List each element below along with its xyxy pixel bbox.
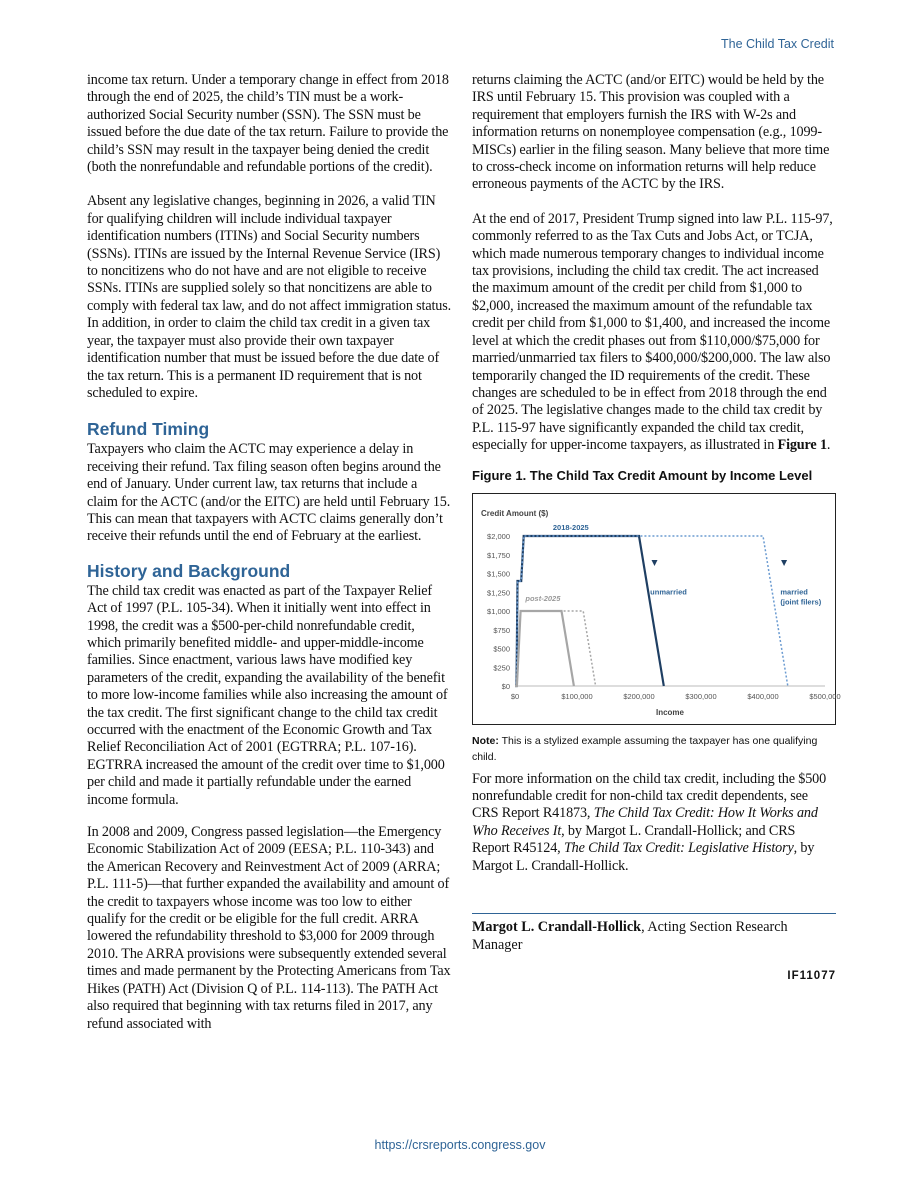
y-tick-label: $1,750 xyxy=(487,550,510,560)
left-column xyxy=(87,72,451,1050)
note-text: This is a stylized example assuming the taxpayer has one qualifying child. xyxy=(472,734,818,763)
x-tick-label: $300,000 xyxy=(685,691,717,701)
annotation-2018-2025: 2018-2025 xyxy=(552,522,589,532)
x-tick-label: $500,000 xyxy=(809,691,841,701)
author-line xyxy=(472,918,836,954)
y-tick-label: $1,000 xyxy=(487,606,510,616)
paragraph-text: . xyxy=(826,437,831,454)
paragraph-text: , by Margot L. Crandall-Hollick; and CRS Report R45124, xyxy=(472,822,796,857)
right-column xyxy=(472,72,841,982)
paragraph: In 2008 and 2009, Congress passed legislation—the Emergency Economic Stabilization Act of 2009 (EESA; P.L. 110-343) and the American Recovery and Reinvestment Act of 2009 (ARRA; P.L. 111-5)—that further expanded the availability and amount of the credit to taxpayers whose income was too low to either qualify for the credit or be eligible for the full credit. ARRA lowered the refundability threshold to $3,000 for 2009 through 2010. The ARRA provisions were subsequently extended several times and made permanent by the Protecting Americans from Tax Hikes (PATH) Act (Division Q of P.L. 114-113). The PATH Act also required that beginning with tax returns filed in 2017, any refund associated with xyxy=(87,824,451,1032)
y-tick-label: $2,000 xyxy=(487,531,510,541)
paragraph-text: , by Margot L. Crandall-Hollick. xyxy=(472,840,815,874)
y-tick-label: $500 xyxy=(493,644,510,654)
annotation-joint-filers: (joint filers) xyxy=(780,596,822,606)
y-tick-label: $750 xyxy=(493,625,510,635)
married-pointer-icon xyxy=(781,560,787,566)
note-label: Note: xyxy=(472,734,499,747)
report-title: The Child Tax Credit: Legislative History xyxy=(563,840,794,857)
paragraph: returns claiming the ACTC (and/or EITC) would be held by the IRS until February 15. This provision was coupled with a requirement that employers furnish the IRS with W-2s and information returns on nonemployee compensation (e.g., 1099-MISCs) earlier in the filing season. Many believe that more time to cross-check income on information returns will help reduce erroneous payments of the ACTC by the IRS. xyxy=(472,72,830,193)
x-tick-label: $200,000 xyxy=(623,691,655,701)
author-title: , Acting Section Research Manager xyxy=(472,918,788,953)
running-header: The Child Tax Credit xyxy=(720,37,834,51)
figure-title: Figure 1. The Child Tax Credit Amount by Income Level xyxy=(472,467,813,483)
paragraph: Taxpayers who claim the ACTC may experience a delay in receiving their refund. Tax filing season often begins around the end of January. Under current law, tax returns that include a claim for the ACTC (and/or the EITC) are held until February 15. This can mean that taxpayers with ACTC claims generally don’t receive their refunds until the end of February at the earliest. xyxy=(87,441,451,545)
section-heading-history: History and Background xyxy=(87,560,291,581)
footer-link[interactable]: https://crsreports.congress.gov xyxy=(374,1138,546,1152)
credit-chart-svg xyxy=(473,494,841,724)
report-title: The Child Tax Credit: How It Works and Who Receives It xyxy=(472,805,818,839)
figure-note xyxy=(472,733,836,765)
paragraph-text: At the end of 2017, President Trump signed into law P.L. 115-97, commonly referred to as the Tax Cuts and Jobs Act, or TCJA, which made numerous temporary changes to individual income tax provisions, including the child tax credit. The act increased the maximum amount of the credit per child from $1,000 to $2,000, increased the maximum amount of the refundable tax credit per child from $1,000 to $1,400, and increased the income level at which the credit phases out from $110,000/$75,000 for married/unmarried tax filers to $400,000/$200,000. The law also temporarily changed the ID requirements of the credit. These changes are scheduled to be in effect from 2018 through the end of 2025. The legislative changes made to the child tax credit by P.L. 115-97 have significantly expanded the child tax credit, especially for upper-income taxpayers, as illustrated in xyxy=(472,210,833,454)
x-tick-label: $0 xyxy=(510,691,520,701)
paragraph xyxy=(472,771,836,875)
annotation-post-2025: post-2025 xyxy=(525,593,561,603)
y-tick-label: $0 xyxy=(501,681,510,691)
paragraph xyxy=(472,211,836,455)
annotation-married: married xyxy=(780,586,808,596)
y-tick-label: $1,500 xyxy=(487,569,510,579)
x-tick-label: $100,000 xyxy=(561,691,593,701)
y-axis-label: Credit Amount ($) xyxy=(481,508,549,518)
paragraph: The child tax credit was enacted as part of the Taxpayer Relief Act of 1997 (P.L. 105-34). When it initially went into effect in 1998, the credit was a $500-per-child nonrefundable credit, which primarily benefited middle- and upper-middle-income families. Since enactment, various laws have modified key parameters of the credit, expanding the availability of the benefit to more low-income families while also increasing the amount of the tax credit. The first significant change to the child tax credit occurred with the enactment of the Economic Growth and Tax Relief Reconciliation Act of 2001 (EGTRRA; P.L. 107-16). EGTRRA increased the amount of the credit over time to $1,000 per child and made it partially refundable under the earned income formula. xyxy=(87,582,448,808)
section-heading-refund-timing: Refund Timing xyxy=(87,419,210,440)
unmarried-pointer-icon xyxy=(652,560,658,566)
paragraph: Absent any legislative changes, beginning in 2026, a valid TIN for qualifying children will include individual taxpayer identification numbers (ITINs) and Social Security numbers (SSNs). ITINs are issued by the Internal Revenue Service (IRS) to noncitizens who do not have and are not eligible to receive SSNs. ITINs are supplied solely so that noncitizens are able to comply with federal tax law, and do not affect immigration status. In addition, in order to claim the child tax credit in a given tax year, the taxpayer must also provide their own taxpayer identification number that must be issued before the due date of the tax return. This is a permanent ID requirement that is not scheduled to expire. xyxy=(87,193,451,401)
author-name: Margot L. Crandall-Hollick xyxy=(472,918,642,935)
x-axis-label: Income xyxy=(655,707,685,717)
series-line-post-2025-married xyxy=(515,611,596,686)
annotation-unmarried: unmarried xyxy=(650,586,687,596)
author-divider xyxy=(472,913,836,914)
y-tick-label: $250 xyxy=(493,662,510,672)
series-line-post-2025-unmarried xyxy=(515,611,574,686)
y-tick-label: $1,250 xyxy=(487,587,510,597)
x-tick-label: $400,000 xyxy=(747,691,779,701)
paragraph: income tax return. Under a temporary change in effect from 2018 through the end of 2025, the child’s TIN must be a work-authorized Social Security number (SSN). The SSN must be issued before the due date of the tax return. Failure to provide the child’s SSN may result in the taxpayer being denied the credit (both the nonrefundable and refundable portions of the credit). xyxy=(87,72,449,176)
document-id: IF11077 xyxy=(787,969,836,982)
figure-reference-link[interactable]: Figure 1 xyxy=(777,437,827,454)
figure-chart xyxy=(472,493,841,725)
paragraph-text: For more information on the child tax credit, including the $500 nonrefundable credit for non-child tax credit dependents, see CRS Report R41873, xyxy=(472,770,827,822)
